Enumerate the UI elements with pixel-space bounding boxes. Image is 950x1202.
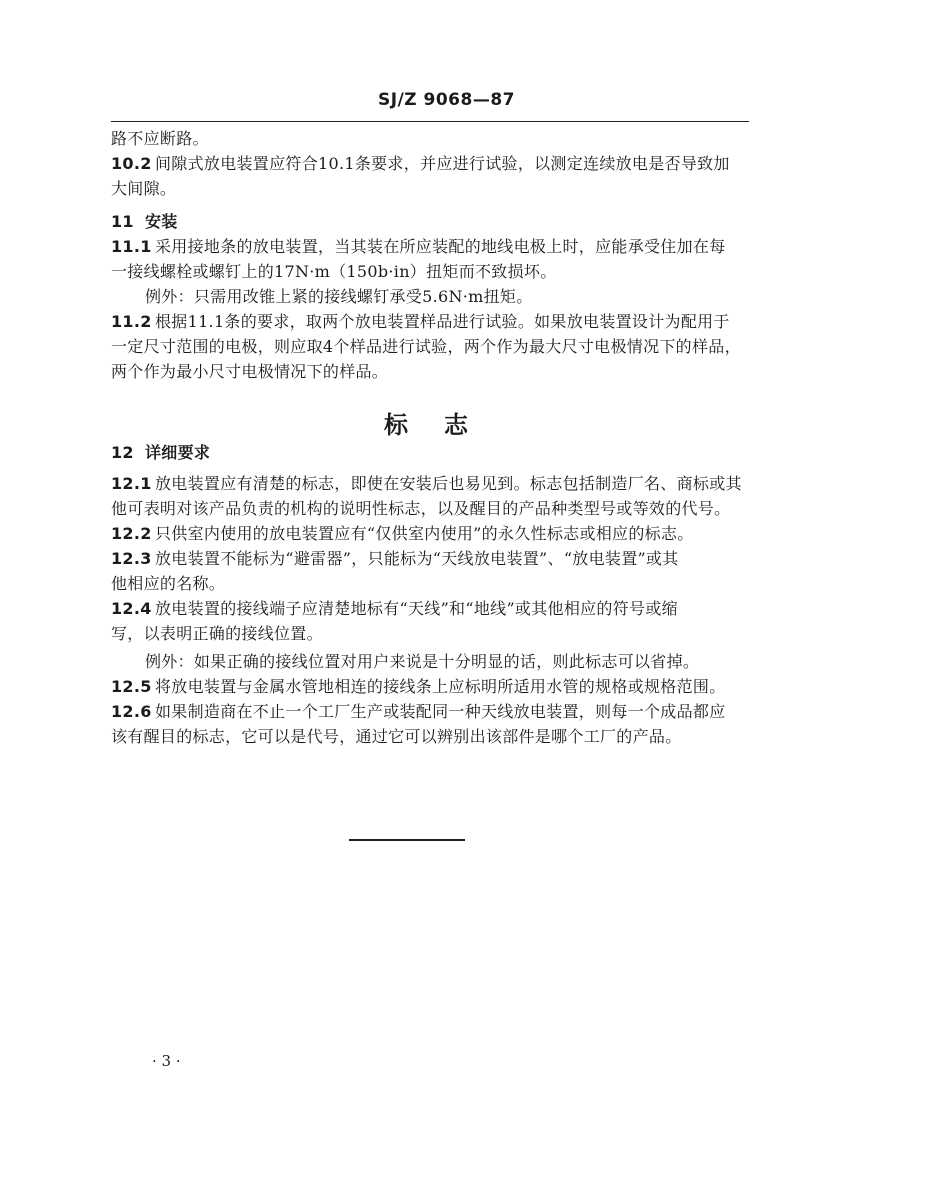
heading-title: 详细要求 — [145, 443, 211, 462]
clause-text: 只供室内使用的放电装置应有“仅供室内使用”的永久性标志或相应的标志。 — [155, 524, 694, 543]
text-line: 写，以表明正确的接线位置。 — [111, 624, 323, 643]
text-line: 该有醒目的标志，它可以是代号，通过它可以辨别出该部件是哪个工厂的产品。 — [111, 727, 682, 746]
clause-text: 间隙式放电装置应符合10.1条要求，并应进行试验，以测定连续放电是否导致加 — [155, 154, 730, 173]
clause-11-1 — [111, 237, 726, 257]
header-divider — [111, 121, 749, 122]
clause-number: 12.3 — [111, 549, 152, 568]
text-line: 他可表明对该产品负责的机构的说明性标志，以及醒目的产品种类型号或等效的代号。 — [111, 499, 731, 518]
text-line: 大间隙。 — [111, 179, 177, 198]
text-line: 他相应的名称。 — [111, 574, 226, 593]
clause-10-2 — [111, 154, 730, 174]
text-line: 一定尺寸范围的电极，则应取4个样品进行试验，两个作为最大尺寸电极情况下的样品， — [111, 337, 741, 356]
clause-12-1 — [111, 474, 742, 494]
clause-number: 12.1 — [111, 474, 152, 493]
section-title: 标志 — [384, 411, 504, 439]
clause-number: 11.2 — [111, 312, 152, 331]
clause-text: 放电装置应有清楚的标志，即使在安装后也易见到。标志包括制造厂名、商标或其 — [155, 474, 742, 493]
exception-note: 例外：如果正确的接线位置对用户来说是十分明显的话，则此标志可以省掉。 — [145, 652, 700, 671]
clause-number: 12.5 — [111, 677, 152, 696]
heading-number: 11 — [111, 212, 134, 231]
clause-text: 放电装置不能标为“避雷器”，只能标为“天线放电装置”、“放电装置”或其 — [155, 549, 679, 568]
text-line: 路不应断路。 — [111, 129, 209, 148]
clause-text: 将放电装置与金属水管地相连的接线条上应标明所适用水管的规格或规格范围。 — [155, 677, 726, 696]
clause-number: 12.6 — [111, 702, 152, 721]
clause-text: 采用接地条的放电装置，当其装在所应装配的地线电极上时，应能承受住加在每 — [155, 237, 726, 256]
clause-number: 11.1 — [111, 237, 152, 256]
clause-text: 如果制造商在不止一个工厂生产或装配同一种天线放电装置，则每一个成品都应 — [155, 702, 726, 721]
heading-number: 12 — [111, 443, 134, 462]
section-heading-12 — [111, 443, 210, 463]
clause-11-2 — [111, 312, 730, 332]
clause-number: 12.4 — [111, 599, 152, 618]
clause-12-5 — [111, 677, 726, 697]
clause-12-4 — [111, 599, 678, 619]
clause-number: 10.2 — [111, 154, 152, 173]
clause-12-6 — [111, 702, 726, 722]
text-line: 一接线螺栓或螺钉上的17N·m（150b·in）扭矩而不致损坏。 — [111, 262, 557, 281]
page-number: · 3 · — [152, 1052, 181, 1070]
section-heading-11 — [111, 212, 178, 232]
clause-number: 12.2 — [111, 524, 152, 543]
clause-text: 放电装置的接线端子应清楚地标有“天线”和“地线”或其他相应的符号或缩 — [155, 599, 678, 618]
end-of-document-rule — [349, 839, 465, 841]
text-line: 两个作为最小尺寸电极情况下的样品。 — [111, 362, 389, 381]
standard-number: SJ/Z 9068—87 — [378, 90, 515, 110]
clause-12-2 — [111, 524, 694, 544]
clause-12-3 — [111, 549, 679, 569]
clause-text: 根据11.1条的要求，取两个放电装置样品进行试验。如果放电装置设计为配用于 — [155, 312, 730, 331]
exception-note: 例外：只需用改锥上紧的接线螺钉承受5.6N·m扭矩。 — [145, 287, 533, 306]
heading-title: 安装 — [145, 212, 178, 231]
